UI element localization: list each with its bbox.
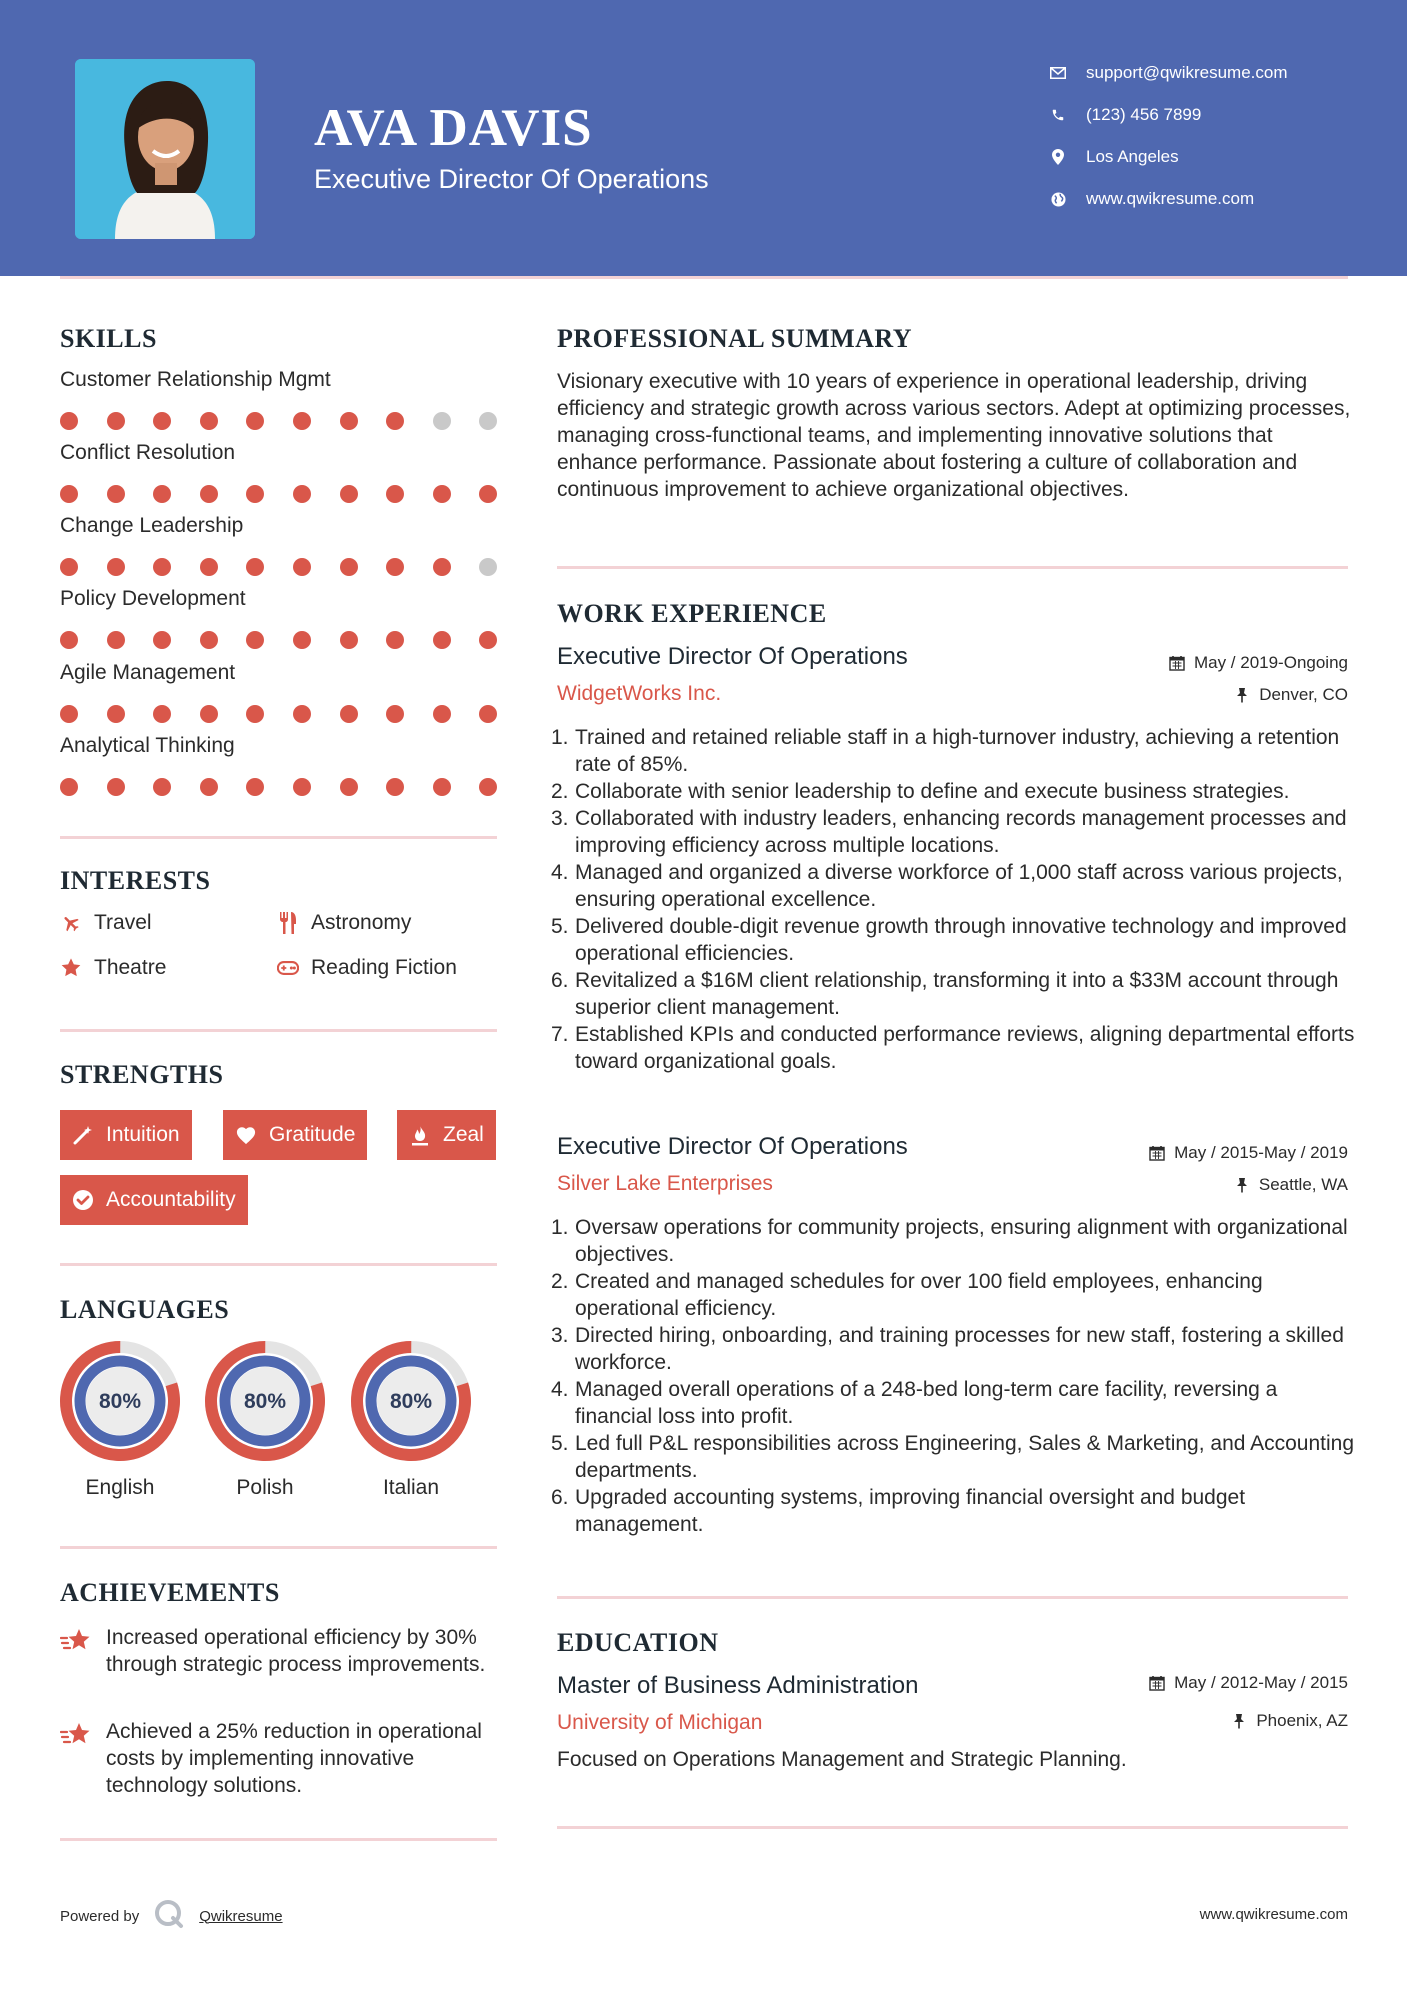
skills-heading: SKILLS xyxy=(60,324,157,353)
section-divider xyxy=(60,1546,497,1549)
contact-email[interactable] xyxy=(1048,52,1288,94)
section-divider xyxy=(60,1838,497,1841)
achievement-text: Increased operational efficiency by 30% through strategic process improvements. xyxy=(106,1626,486,1676)
responsibility-item: 3. Directed hiring, onboarding, and training processes for new staff, fostering a skilled workforce. xyxy=(551,1324,1344,1374)
skill-item xyxy=(60,587,500,651)
rating-dot-filled xyxy=(200,558,218,576)
qwikresume-link[interactable]: Qwikresume xyxy=(199,1907,283,1925)
language-percent: 80% xyxy=(243,1390,287,1413)
rating-dot-filled xyxy=(479,705,497,723)
rating-dot-filled xyxy=(60,412,78,430)
responsibility-item: 3. Collaborated with industry leaders, enhancing records management processes and improving efficiency across multiple locations. xyxy=(551,807,1347,857)
rating-dot-filled xyxy=(479,778,497,796)
language-item xyxy=(59,1340,181,1500)
rating-dot-filled xyxy=(107,778,125,796)
resume-header xyxy=(0,0,1407,276)
rating-dot-filled xyxy=(293,705,311,723)
envelope-icon xyxy=(1048,63,1068,83)
education-heading: EDUCATION xyxy=(557,1628,719,1657)
map-marker-icon xyxy=(1048,147,1068,167)
interest-item xyxy=(277,911,411,935)
section-divider xyxy=(60,1029,497,1032)
rating-dot-filled xyxy=(153,778,171,796)
job-title: Executive Director Of Operations xyxy=(557,1133,908,1160)
rating-dot-filled xyxy=(340,778,358,796)
rating-dot-filled xyxy=(293,485,311,503)
school-name: University of Michigan xyxy=(557,1711,763,1734)
education-description: Focused on Operations Management and Strategic Planning. xyxy=(557,1748,1127,1771)
interest-label: Theatre xyxy=(94,956,167,979)
rating-dot-filled xyxy=(200,485,218,503)
contact-location xyxy=(1048,136,1288,178)
rating-dot-filled xyxy=(107,705,125,723)
skill-rating xyxy=(60,412,500,432)
job-location xyxy=(1233,1175,1348,1195)
qwikresume-logo-icon xyxy=(153,1898,185,1934)
skill-rating xyxy=(60,778,500,798)
footer-website[interactable]: www.qwikresume.com xyxy=(1199,1906,1348,1923)
rating-dot-filled xyxy=(246,631,264,649)
profile-photo xyxy=(75,59,255,239)
rating-dot-filled xyxy=(293,412,311,430)
education-dates-text: May / 2012-May / 2015 xyxy=(1174,1673,1348,1692)
contact-info xyxy=(1048,52,1288,220)
strength-tag xyxy=(60,1110,192,1160)
education-dates xyxy=(1148,1673,1348,1693)
job-title: Executive Director Of Operations xyxy=(557,643,908,670)
summary-heading: PROFESSIONAL SUMMARY xyxy=(557,324,913,353)
rating-dot-filled xyxy=(479,485,497,503)
skill-name: Policy Development xyxy=(60,587,246,610)
language-gauge xyxy=(59,1340,181,1462)
rating-dot-filled xyxy=(200,705,218,723)
job-responsibilities xyxy=(551,1214,1357,1538)
skill-item xyxy=(60,661,500,725)
rating-dot-filled xyxy=(246,412,264,430)
skill-item xyxy=(60,368,500,432)
rating-dot-filled xyxy=(200,412,218,430)
degree-title: Master of Business Administration xyxy=(557,1672,919,1699)
job-location xyxy=(1233,685,1348,705)
job-dates-text: May / 2015-May / 2019 xyxy=(1174,1143,1348,1162)
strength-label: Zeal xyxy=(443,1123,484,1146)
rating-dot-filled xyxy=(433,485,451,503)
achievement-item xyxy=(60,1624,500,1678)
shooting-star-icon xyxy=(60,1626,92,1658)
responsibility-item: 1. Trained and retained reliable staff in a high-turnover industry, achieving a retention rate of 85%. xyxy=(551,726,1340,776)
skill-item xyxy=(60,734,500,798)
interest-label: Travel xyxy=(94,911,152,934)
contact-website[interactable] xyxy=(1048,178,1288,220)
language-item xyxy=(204,1340,326,1500)
responsibility-item: 6. Revitalized a $16M client relationship, transforming it into a $33M account through superior client management. xyxy=(551,969,1339,1019)
education-location-text: Phoenix, AZ xyxy=(1256,1711,1348,1730)
rating-dot-filled xyxy=(386,558,404,576)
language-percent: 80% xyxy=(98,1390,142,1413)
achievement-item xyxy=(60,1718,500,1799)
footer-powered-by xyxy=(60,1898,283,1934)
strength-tag xyxy=(60,1175,248,1225)
rating-dot-filled xyxy=(246,778,264,796)
utensils-icon xyxy=(277,912,299,934)
rating-dot-empty xyxy=(433,412,451,430)
language-name: Polish xyxy=(236,1476,294,1499)
language-gauge xyxy=(204,1340,326,1462)
skill-rating xyxy=(60,558,500,578)
interest-item xyxy=(60,911,152,935)
responsibility-item: 7. Established KPIs and conducted performance reviews, aligning departmental efforts toward organizational goals. xyxy=(551,1023,1355,1073)
strength-label: Intuition xyxy=(106,1123,180,1146)
section-divider xyxy=(557,566,1348,569)
skill-name: Analytical Thinking xyxy=(60,734,235,757)
rating-dot-filled xyxy=(293,631,311,649)
rating-dot-filled xyxy=(386,778,404,796)
education-location xyxy=(1230,1711,1348,1731)
rating-dot-filled xyxy=(60,705,78,723)
language-gauge xyxy=(350,1340,472,1462)
rating-dot-filled xyxy=(386,485,404,503)
calendar-icon xyxy=(1148,1674,1166,1692)
candidate-title: Executive Director Of Operations xyxy=(314,164,709,194)
contact-location-text: Los Angeles xyxy=(1086,147,1179,166)
job-location-text: Seattle, WA xyxy=(1258,1175,1348,1194)
rating-dot-filled xyxy=(340,705,358,723)
header-divider xyxy=(60,276,1348,279)
pushpin-icon xyxy=(1233,1176,1251,1194)
check-circle-icon xyxy=(72,1189,94,1211)
experience-heading: WORK EXPERIENCE xyxy=(557,599,827,628)
language-percent: 80% xyxy=(389,1390,433,1413)
job-location-text: Denver, CO xyxy=(1259,685,1348,704)
rating-dot-filled xyxy=(60,558,78,576)
section-divider xyxy=(60,836,497,839)
rating-dot-filled xyxy=(386,705,404,723)
responsibility-item: 5. Led full P&L responsibilities across Engineering, Sales & Marketing, and Accounting departments. xyxy=(551,1432,1354,1482)
pushpin-icon xyxy=(1230,1712,1248,1730)
rating-dot-filled xyxy=(107,485,125,503)
responsibility-item: 6. Upgraded accounting systems, improving financial oversight and budget management. xyxy=(551,1486,1246,1536)
achievement-text: Achieved a 25% reduction in operational costs by implementing innovative technology solutions. xyxy=(106,1720,482,1797)
skill-rating xyxy=(60,631,500,651)
job-dates xyxy=(1148,1143,1348,1163)
rating-dot-filled xyxy=(200,631,218,649)
language-name: Italian xyxy=(382,1476,440,1499)
rating-dot-filled xyxy=(60,778,78,796)
strengths-heading: STRENGTHS xyxy=(60,1060,224,1089)
contact-phone[interactable] xyxy=(1048,94,1288,136)
strength-label: Accountability xyxy=(106,1188,236,1211)
company-name: WidgetWorks Inc. xyxy=(557,682,722,705)
responsibility-item: 2. Collaborate with senior leadership to define and execute business strategies. xyxy=(551,780,1290,803)
calendar-icon xyxy=(1168,654,1186,672)
rating-dot-filled xyxy=(246,558,264,576)
responsibility-item: 2. Created and managed schedules for over 100 field employees, enhancing operational efficiency. xyxy=(551,1270,1263,1320)
languages-heading: LANGUAGES xyxy=(60,1295,230,1324)
rating-dot-filled xyxy=(107,558,125,576)
rating-dot-filled xyxy=(386,631,404,649)
rating-dot-filled xyxy=(433,705,451,723)
fire-icon xyxy=(409,1124,431,1146)
pushpin-icon xyxy=(1233,686,1251,704)
company-name: Silver Lake Enterprises xyxy=(557,1172,773,1195)
section-divider xyxy=(557,1596,1348,1599)
rating-dot-filled xyxy=(433,778,451,796)
calendar-icon xyxy=(1148,1144,1166,1162)
skill-item xyxy=(60,441,500,505)
rating-dot-filled xyxy=(340,485,358,503)
rating-dot-filled xyxy=(107,631,125,649)
interest-label: Reading Fiction xyxy=(311,956,457,979)
rating-dot-filled xyxy=(153,631,171,649)
rating-dot-filled xyxy=(107,412,125,430)
rating-dot-filled xyxy=(433,558,451,576)
responsibility-item: 5. Delivered double-digit revenue growth through innovative technology and improved operational efficiencies. xyxy=(551,915,1347,965)
rating-dot-filled xyxy=(60,485,78,503)
powered-by-label: Powered by xyxy=(60,1907,140,1925)
contact-website-text: www.qwikresume.com xyxy=(1086,189,1255,208)
responsibility-item: 4. Managed overall operations of a 248-bed long-term care facility, reversing a financial loss into profit. xyxy=(551,1378,1278,1428)
skill-name: Customer Relationship Mgmt xyxy=(60,368,331,391)
rating-dot-filled xyxy=(246,485,264,503)
rating-dot-filled xyxy=(153,412,171,430)
magic-wand-icon xyxy=(72,1124,94,1146)
rating-dot-filled xyxy=(479,631,497,649)
shooting-star-icon xyxy=(60,1720,92,1752)
language-name: English xyxy=(85,1476,155,1499)
rating-dot-filled xyxy=(293,558,311,576)
contact-phone-text: (123) 456 7899 xyxy=(1086,105,1202,124)
rating-dot-filled xyxy=(153,705,171,723)
rating-dot-empty xyxy=(479,412,497,430)
job-responsibilities xyxy=(551,724,1357,1075)
section-divider xyxy=(557,1826,1348,1829)
rating-dot-filled xyxy=(340,558,358,576)
skill-name: Agile Management xyxy=(60,661,236,684)
rating-dot-filled xyxy=(386,412,404,430)
language-item xyxy=(350,1340,472,1500)
skill-rating xyxy=(60,485,500,505)
rating-dot-filled xyxy=(153,558,171,576)
rating-dot-filled xyxy=(246,705,264,723)
rating-dot-filled xyxy=(153,485,171,503)
strength-tag xyxy=(223,1110,367,1160)
skill-name: Conflict Resolution xyxy=(60,441,236,464)
rating-dot-filled xyxy=(293,778,311,796)
responsibility-item: 1. Oversaw operations for community projects, ensuring alignment with organizational objectives. xyxy=(551,1216,1348,1266)
star-icon xyxy=(60,957,82,979)
strength-label: Gratitude xyxy=(269,1123,356,1146)
achievements-heading: ACHIEVEMENTS xyxy=(60,1578,280,1607)
rating-dot-filled xyxy=(340,631,358,649)
responsibility-item: 4. Managed and organized a diverse workforce of 1,000 staff across various projects, ensuring operational excellence. xyxy=(551,861,1343,911)
summary-text: Visionary executive with 10 years of experience in operational leadership, driving efficiency and strategic growth across various sectors. Adept at optimizing processes, managing cross-functional teams, and implementing innovative solutions that enhance performance. Passionate about fostering a culture of collaboration and continuous improvement to achieve organizational objectives. xyxy=(557,370,1351,501)
rating-dot-filled xyxy=(60,631,78,649)
plane-icon xyxy=(60,912,82,934)
rating-dot-empty xyxy=(479,558,497,576)
contact-email-text: support@qwikresume.com xyxy=(1086,63,1288,82)
interests-heading: INTERESTS xyxy=(60,866,211,895)
interest-label: Astronomy xyxy=(311,911,412,934)
gamepad-icon xyxy=(277,957,299,979)
heart-icon xyxy=(235,1124,257,1146)
job-dates-text: May / 2019-Ongoing xyxy=(1193,653,1348,672)
globe-icon xyxy=(1048,189,1068,209)
section-divider xyxy=(60,1263,497,1266)
candidate-name: AVA DAVIS xyxy=(314,99,593,157)
skill-item xyxy=(60,514,500,578)
rating-dot-filled xyxy=(200,778,218,796)
phone-icon xyxy=(1048,105,1068,125)
skill-name: Change Leadership xyxy=(60,514,244,537)
rating-dot-filled xyxy=(433,631,451,649)
job-dates xyxy=(1168,653,1348,673)
skill-rating xyxy=(60,705,500,725)
interest-item xyxy=(277,956,457,980)
strength-tag xyxy=(397,1110,496,1160)
interest-item xyxy=(60,956,166,980)
rating-dot-filled xyxy=(340,412,358,430)
